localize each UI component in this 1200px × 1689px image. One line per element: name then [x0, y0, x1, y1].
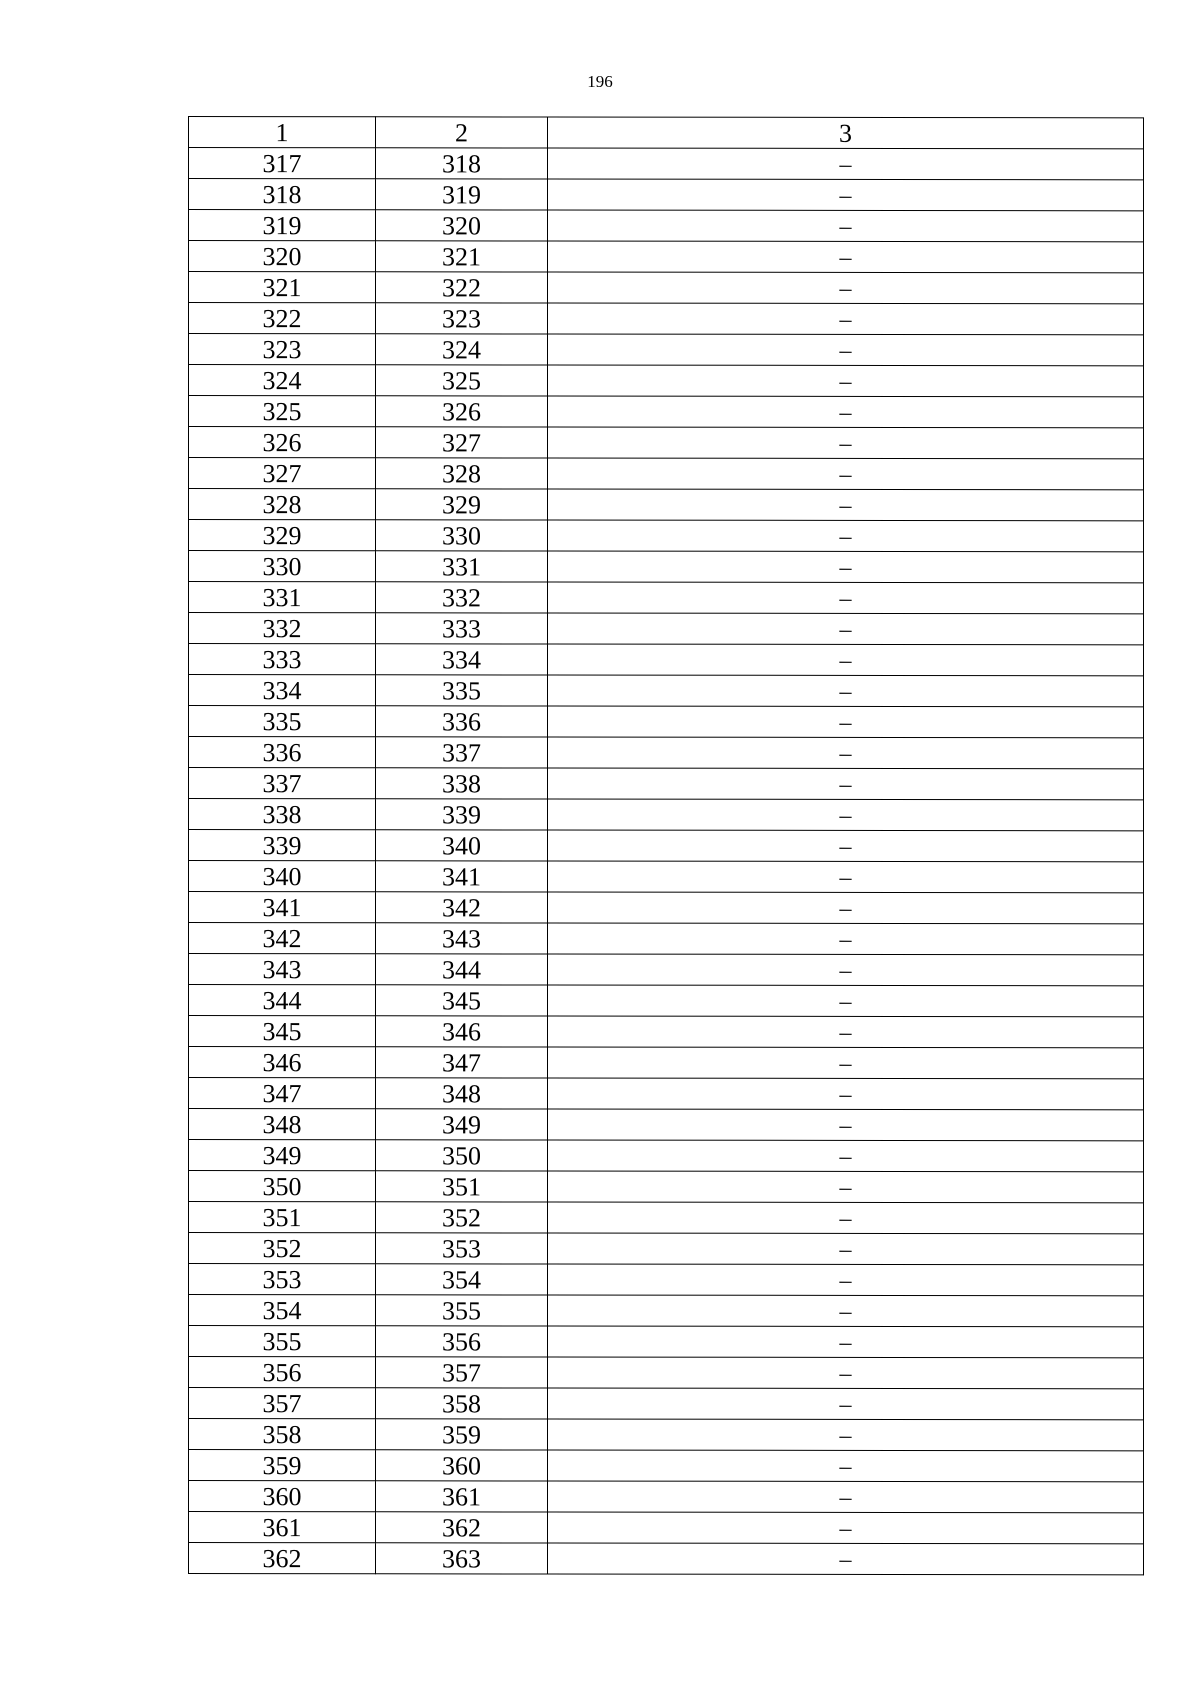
cell-col-3: – — [548, 396, 1144, 428]
table-row — [189, 1419, 1144, 1451]
cell-col-2: 336 — [376, 706, 548, 737]
cell-col-1: 341 — [189, 892, 376, 923]
cell-col-1: 361 — [189, 1512, 376, 1543]
cell-col-1: 321 — [189, 272, 376, 303]
cell-col-2: 343 — [376, 923, 548, 954]
cell-col-3: – — [548, 1388, 1144, 1420]
table-row — [189, 613, 1144, 645]
cell-col-3: – — [548, 861, 1144, 893]
cell-col-3: – — [548, 706, 1144, 738]
cell-col-3: – — [548, 985, 1144, 1017]
cell-col-1: 352 — [189, 1233, 376, 1264]
cell-col-1: 325 — [189, 396, 376, 427]
cell-col-1: 318 — [189, 179, 376, 210]
cell-col-3: – — [548, 1512, 1144, 1544]
table-row — [189, 1078, 1144, 1110]
cell-col-1: 338 — [189, 799, 376, 830]
cell-col-3: – — [548, 644, 1144, 676]
table-row — [189, 768, 1144, 800]
cell-col-1: 353 — [189, 1264, 376, 1295]
cell-col-2: 337 — [376, 737, 548, 768]
cell-col-3: – — [548, 1264, 1144, 1296]
table-row — [189, 1388, 1144, 1420]
table-row — [189, 303, 1144, 335]
cell-col-3: – — [548, 830, 1144, 862]
table-row — [189, 706, 1144, 738]
table-row — [189, 148, 1144, 180]
table-row — [189, 954, 1144, 986]
cell-col-3: – — [548, 458, 1144, 490]
cell-col-1: 319 — [189, 210, 376, 241]
cell-col-2: 348 — [376, 1078, 548, 1109]
cell-col-2: 339 — [376, 799, 548, 830]
cell-col-2: 350 — [376, 1140, 548, 1171]
cell-col-2: 331 — [376, 551, 548, 582]
table-row — [189, 737, 1144, 769]
cell-col-1: 334 — [189, 675, 376, 706]
table-row — [189, 1016, 1144, 1048]
cell-col-3: – — [548, 551, 1144, 583]
cell-col-2: 342 — [376, 892, 548, 923]
cell-col-2: 326 — [376, 396, 548, 427]
table-row — [189, 892, 1144, 924]
cell-col-3: – — [548, 954, 1144, 986]
cell-col-1: 344 — [189, 985, 376, 1016]
cell-col-2: 319 — [376, 179, 548, 210]
table-row — [189, 241, 1144, 273]
cell-col-1: 354 — [189, 1295, 376, 1326]
cell-col-2: 327 — [376, 427, 548, 458]
cell-col-2: 330 — [376, 520, 548, 551]
cell-col-1: 336 — [189, 737, 376, 768]
data-table — [188, 116, 1144, 1575]
table-row — [189, 365, 1144, 397]
cell-col-2: 351 — [376, 1171, 548, 1202]
cell-col-1: 317 — [189, 148, 376, 179]
table-row — [189, 1171, 1144, 1203]
cell-col-1: 343 — [189, 954, 376, 985]
cell-col-2: 321 — [376, 241, 548, 272]
table-row — [189, 1233, 1144, 1265]
cell-col-3: – — [548, 582, 1144, 614]
cell-col-3: – — [548, 1202, 1144, 1234]
cell-col-1: 327 — [189, 458, 376, 489]
cell-col-3: – — [548, 520, 1144, 552]
cell-col-3: – — [548, 799, 1144, 831]
cell-col-3: – — [548, 768, 1144, 800]
cell-col-1: 324 — [189, 365, 376, 396]
cell-col-1: 320 — [189, 241, 376, 272]
cell-col-3: – — [548, 303, 1144, 335]
cell-col-1: 355 — [189, 1326, 376, 1357]
cell-col-3: – — [548, 489, 1144, 521]
cell-col-3: – — [548, 1140, 1144, 1172]
table-row — [189, 1140, 1144, 1172]
cell-col-2: 322 — [376, 272, 548, 303]
cell-col-3: – — [548, 1450, 1144, 1482]
table-row — [189, 458, 1144, 490]
cell-col-2: 345 — [376, 985, 548, 1016]
cell-col-2: 349 — [376, 1109, 548, 1140]
cell-col-3: – — [548, 1357, 1144, 1389]
cell-col-2: 323 — [376, 303, 548, 334]
cell-col-2: 324 — [376, 334, 548, 365]
table-row — [189, 334, 1144, 366]
cell-col-1: 349 — [189, 1140, 376, 1171]
cell-col-2: 352 — [376, 1202, 548, 1233]
cell-col-3: – — [548, 1016, 1144, 1048]
table-row — [189, 1202, 1144, 1234]
table-row — [189, 489, 1144, 521]
table-row — [189, 551, 1144, 583]
cell-col-1: 326 — [189, 427, 376, 458]
table-row — [189, 1450, 1144, 1482]
cell-col-3: – — [548, 1109, 1144, 1141]
cell-col-1: 335 — [189, 706, 376, 737]
cell-col-1: 323 — [189, 334, 376, 365]
cell-col-1: 330 — [189, 551, 376, 582]
cell-col-3: – — [548, 1419, 1144, 1451]
cell-col-1: 346 — [189, 1047, 376, 1078]
table-body — [189, 117, 1144, 1575]
cell-col-3: – — [548, 427, 1144, 459]
cell-col-1: 339 — [189, 830, 376, 861]
cell-col-2: 356 — [376, 1326, 548, 1357]
table-container — [188, 116, 1143, 1575]
table-row — [189, 923, 1144, 955]
table-row — [189, 830, 1144, 862]
cell-col-1: 340 — [189, 861, 376, 892]
cell-col-1: 351 — [189, 1202, 376, 1233]
cell-col-1: 362 — [189, 1543, 376, 1574]
cell-col-3: – — [548, 923, 1144, 955]
column-header-1: 1 — [189, 117, 376, 148]
cell-col-2: 344 — [376, 954, 548, 985]
table-row — [189, 1543, 1144, 1575]
cell-col-3: – — [548, 179, 1144, 211]
cell-col-3: – — [548, 613, 1144, 645]
cell-col-2: 318 — [376, 148, 548, 179]
cell-col-3: – — [548, 892, 1144, 924]
cell-col-3: – — [548, 365, 1144, 397]
cell-col-2: 359 — [376, 1419, 548, 1450]
table-row — [189, 1264, 1144, 1296]
cell-col-2: 358 — [376, 1388, 548, 1419]
cell-col-3: – — [548, 272, 1144, 304]
table-row — [189, 210, 1144, 242]
cell-col-1: 322 — [189, 303, 376, 334]
cell-col-1: 328 — [189, 489, 376, 520]
table-row — [189, 861, 1144, 893]
cell-col-1: 331 — [189, 582, 376, 613]
page-number: 196 — [587, 72, 613, 91]
cell-col-2: 355 — [376, 1295, 548, 1326]
table-row — [189, 1357, 1144, 1389]
cell-col-2: 335 — [376, 675, 548, 706]
cell-col-2: 341 — [376, 861, 548, 892]
cell-col-3: – — [548, 1078, 1144, 1110]
table-row — [189, 272, 1144, 304]
cell-col-1: 348 — [189, 1109, 376, 1140]
cell-col-3: – — [548, 1481, 1144, 1513]
cell-col-2: 357 — [376, 1357, 548, 1388]
cell-col-1: 356 — [189, 1357, 376, 1388]
cell-col-2: 353 — [376, 1233, 548, 1264]
cell-col-1: 357 — [189, 1388, 376, 1419]
cell-col-3: – — [548, 241, 1144, 273]
cell-col-2: 332 — [376, 582, 548, 613]
cell-col-1: 359 — [189, 1450, 376, 1481]
cell-col-1: 333 — [189, 644, 376, 675]
cell-col-1: 347 — [189, 1078, 376, 1109]
table-row — [189, 396, 1144, 428]
table-row — [189, 1326, 1144, 1358]
cell-col-1: 329 — [189, 520, 376, 551]
cell-col-2: 334 — [376, 644, 548, 675]
cell-col-1: 345 — [189, 1016, 376, 1047]
cell-col-1: 360 — [189, 1481, 376, 1512]
table-row — [189, 427, 1144, 459]
table-row — [189, 985, 1144, 1017]
table-row — [189, 520, 1144, 552]
table-row — [189, 179, 1144, 211]
cell-col-2: 360 — [376, 1450, 548, 1481]
cell-col-2: 333 — [376, 613, 548, 644]
cell-col-1: 332 — [189, 613, 376, 644]
table-header-row — [189, 117, 1144, 149]
cell-col-3: – — [548, 1171, 1144, 1203]
cell-col-3: – — [548, 1047, 1144, 1079]
cell-col-2: 346 — [376, 1016, 548, 1047]
cell-col-3: – — [548, 1295, 1144, 1327]
table-row — [189, 1109, 1144, 1141]
cell-col-1: 337 — [189, 768, 376, 799]
cell-col-3: – — [548, 737, 1144, 769]
table-row — [189, 644, 1144, 676]
table-row — [189, 1481, 1144, 1513]
column-header-2: 2 — [376, 117, 548, 148]
cell-col-2: 340 — [376, 830, 548, 861]
cell-col-1: 358 — [189, 1419, 376, 1450]
cell-col-2: 329 — [376, 489, 548, 520]
table-row — [189, 1512, 1144, 1544]
cell-col-2: 354 — [376, 1264, 548, 1295]
cell-col-3: – — [548, 334, 1144, 366]
cell-col-2: 328 — [376, 458, 548, 489]
cell-col-3: – — [548, 148, 1144, 180]
cell-col-3: – — [548, 1543, 1144, 1575]
cell-col-1: 350 — [189, 1171, 376, 1202]
table-row — [189, 1295, 1144, 1327]
cell-col-2: 347 — [376, 1047, 548, 1078]
cell-col-3: – — [548, 1326, 1144, 1358]
cell-col-3: – — [548, 210, 1144, 242]
table-row — [189, 675, 1144, 707]
table-row — [189, 582, 1144, 614]
table-row — [189, 799, 1144, 831]
cell-col-2: 363 — [376, 1543, 548, 1574]
cell-col-2: 361 — [376, 1481, 548, 1512]
cell-col-2: 338 — [376, 768, 548, 799]
cell-col-3: – — [548, 675, 1144, 707]
cell-col-2: 362 — [376, 1512, 548, 1543]
cell-col-2: 325 — [376, 365, 548, 396]
cell-col-1: 342 — [189, 923, 376, 954]
column-header-3: 3 — [548, 117, 1144, 149]
table-row — [189, 1047, 1144, 1079]
cell-col-2: 320 — [376, 210, 548, 241]
cell-col-3: – — [548, 1233, 1144, 1265]
